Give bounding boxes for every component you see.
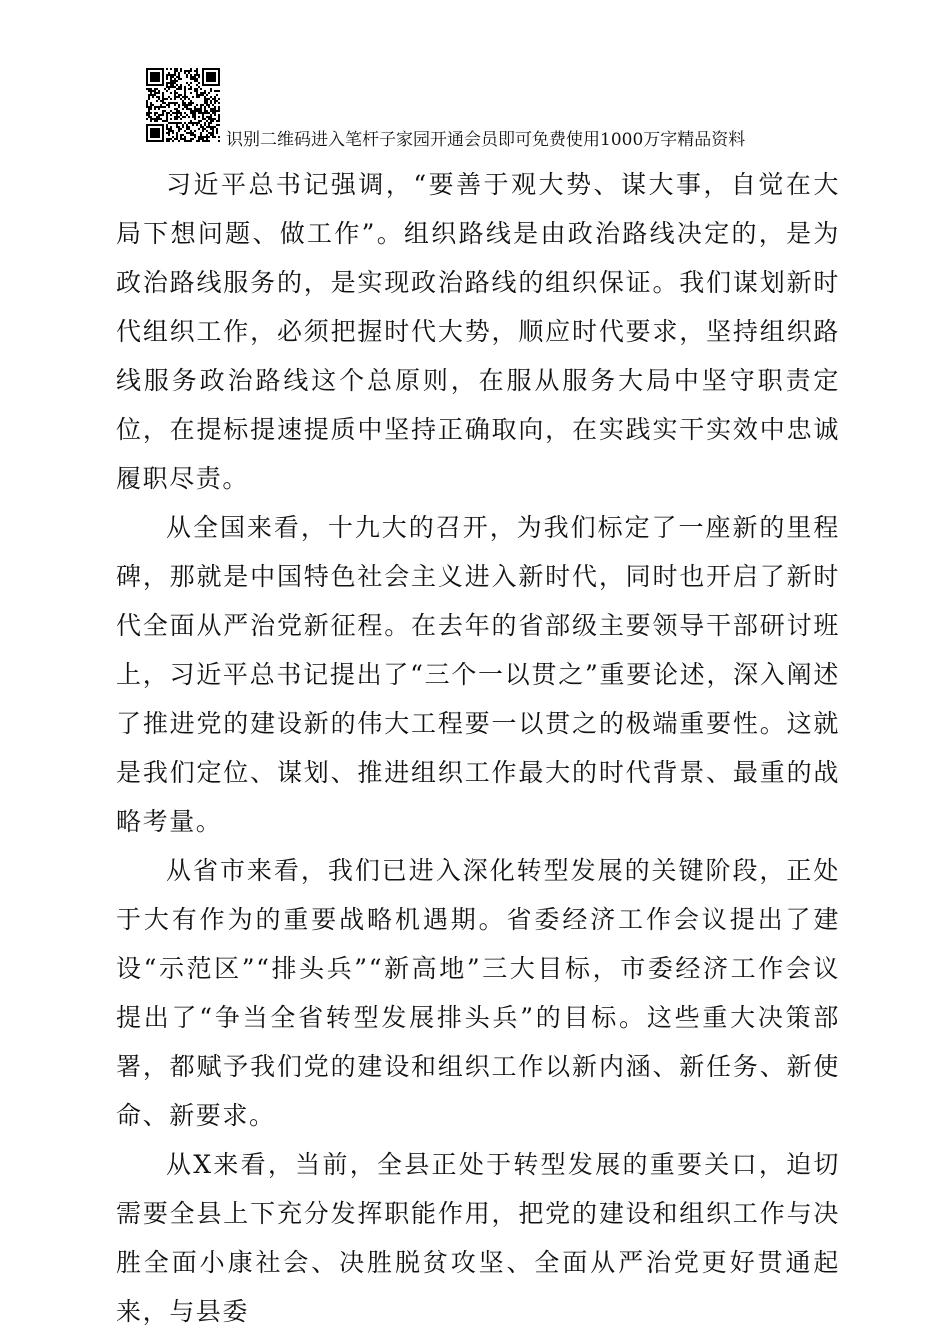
document-body <box>116 160 840 1336</box>
paragraph-2: 从全国来看，十九大的召开，为我们标定了一座新的里程碑，那就是中国特色社会主义进入新时代，同时也开启了新时代全面从严治党新征程。在去年的省部级主要领导干部研讨班上，习近平总书记提出了“三个一以贯之”重要论述，深入阐述了推进党的建设新的伟大工程要一以贯之的极端重要性。这就是我们定位、谋划、推进组织工作最大的时代背景、最重的战略考量。 <box>116 513 840 836</box>
page-header <box>146 68 846 148</box>
promo-banner-text: 识别二维码进入笔杆子家园开通会员即可免费使用1000万字精品资料 <box>226 130 746 150</box>
paragraph-1: 习近平总书记强调，“要善于观大势、谋大事，自觉在大局下想问题、做工作”。组织路线是由政治路线决定的，是为政治路线服务的，是实现政治路线的组织保证。我们谋划新时代组织工作，必须把握时代大势，顺应时代要求，坚持组织路线服务政治路线这个总原则，在服从服务大局中坚守职责定位，在提标提速提质中坚持正确取向，在实践实干实效中忠诚履职尽责。 <box>116 170 840 493</box>
paragraph-4: 从X来看，当前，全县正处于转型发展的重要关口，迫切需要全县上下充分发挥职能作用，把党的建设和组织工作与决胜全面小康社会、决胜脱贫攻坚、全面从严治党更好贯通起来，与县委 <box>116 1150 840 1326</box>
qr-code-icon <box>146 68 220 142</box>
paragraph-3: 从省市来看，我们已进入深化转型发展的关键阶段，正处于大有作为的重要战略机遇期。省委经济工作会议提出了建设“示范区”“排头兵”“新高地”三大目标，市委经济工作会议提出了“争当全省转型发展排头兵”的目标。这些重大决策部署，都赋予我们党的建设和组织工作以新内涵、新任务、新使命、新要求。 <box>116 856 840 1130</box>
